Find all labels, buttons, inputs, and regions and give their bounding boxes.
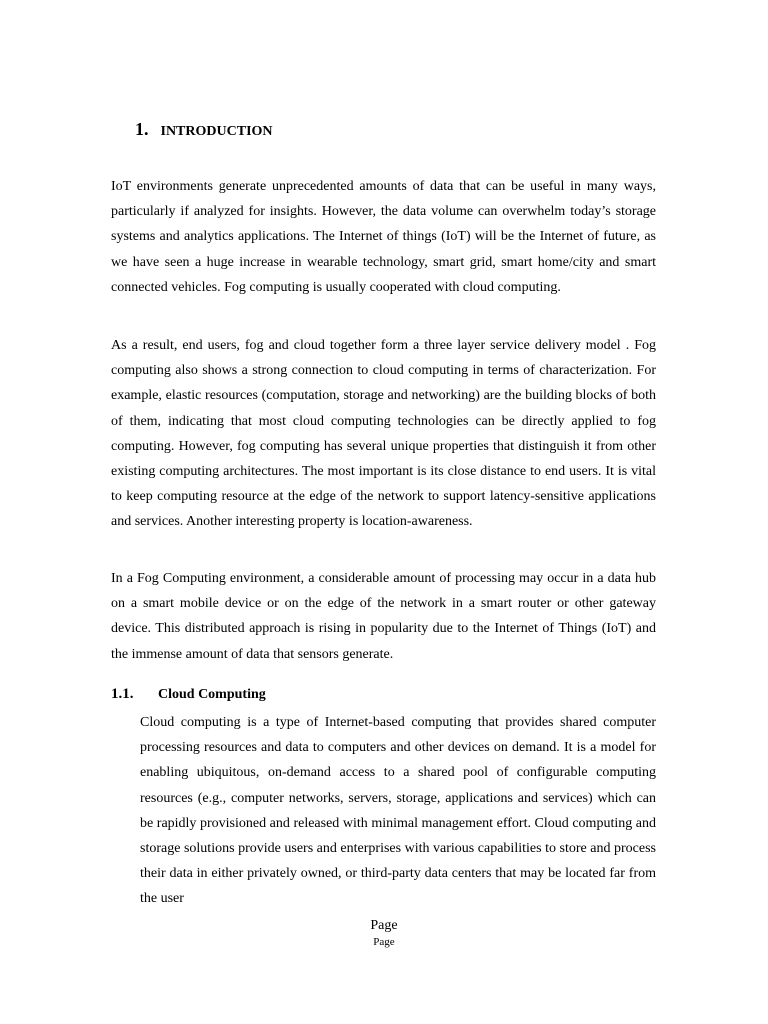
- paragraph-iot-environments: IoT environments generate unprecedented amounts of data that can be useful in many ways, particularly if analyzed for insights. However, the data volume can overwhelm today’s storage systems and analytics applications. The Internet of things (IoT) will be the Internet of future, as we have seen a huge increase in wearable technology, smart grid, smart home/city and smart connected vehicles. Fog computing is usually cooperated with cloud computing.: [111, 179, 656, 295]
- subsection-title: Cloud Computing: [158, 687, 266, 702]
- section-heading: [135, 106, 273, 143]
- subsection-number: 1.1.: [111, 686, 134, 702]
- section-number: 1.: [135, 119, 149, 139]
- subsection-heading: [111, 678, 266, 705]
- paragraph-three-layer-model: As a result, end users, fog and cloud together form a three layer service delivery model . Fog computing also shows a strong connection to cloud computing in terms of characterization. For example, elastic resources (computation, storage and networking) are the building blocks of both of them, indicating that most cloud computing technologies can be directly applied to fog computing. However, fog computing has several unique properties that distinguish it from other existing computing architectures. The most important is its close distance to end users. It is vital to keep computing resource at the edge of the network to support latency-sensitive applications and services. Another interesting property is location-awareness.: [111, 338, 656, 530]
- paragraph-fog-environment: In a Fog Computing environment, a considerable amount of processing may occur in a data hub on a smart mobile device or on the edge of the network in a smart router or other gateway device. This distributed approach is rising in popularity due to the Internet of Things (IoT) and the immense amount of data that sensors generate.: [111, 571, 656, 662]
- paragraph-cloud-computing: Cloud computing is a type of Internet-based computing that provides shared computer processing resources and data to computers and other devices on demand. It is a model for enabling ubiquitous, on-demand access to a shared pool of configurable computing resources (e.g., computer networks, servers, storage, applications and services) which can be rapidly provisioned and released with minimal management effort. Cloud computing and storage solutions provide users and enterprises with various capabilities to store and process their data in either privately owned, or third-party data centers that may be located far from the user: [140, 715, 656, 907]
- section-title: INTRODUCTION: [160, 124, 273, 139]
- page-footer-label: Page: [370, 918, 398, 933]
- page-footer-sublabel: Page: [373, 936, 395, 948]
